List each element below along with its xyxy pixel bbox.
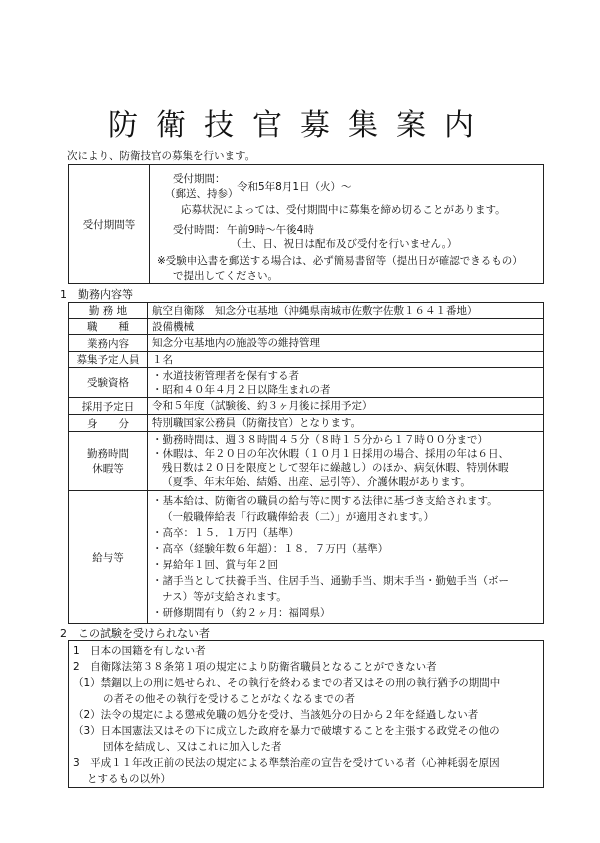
reception-table bbox=[68, 164, 544, 284]
duties-table bbox=[68, 302, 544, 624]
row-value: 設備機械 bbox=[147, 318, 544, 335]
row-label: 身 分 bbox=[68, 414, 148, 432]
section1-heading: 1 勤務内容等 bbox=[60, 288, 133, 301]
mail-note-cont: で提出してください。 bbox=[173, 270, 278, 282]
row-value: ・水道技術管理者を保有する者 ・昭和４０年４月２日以降生まれの者 bbox=[147, 367, 544, 398]
list-item: 2 自衛隊法第３８条第１項の規定により防衛省職員となることができない者 bbox=[73, 661, 437, 673]
list-item: 3 平成１１年改正前の民法の規定による準禁治産の宣告を受けている者（心神耗弱を原因 bbox=[73, 757, 500, 769]
row-value: ・勤務時間は、週３８時間４５分（８時１５分から１７時００分まで） ・休暇は、年２０日の年次休暇（１０月１日採用の場合、採用の年は６日、 残日数は２０日を限度として翌年に繰越し）のほか、病気休暇、特別休暇 （夏季、年末年始、結婚、出産、忌引等）、介護休暇があります。 bbox=[147, 431, 544, 491]
list-item: の者その他その執行を受けることがなくなるまでの者 bbox=[103, 693, 355, 705]
row-label: 受験資格 bbox=[68, 367, 148, 398]
list-item: 団体を結成し、又はこれに加入した者 bbox=[103, 741, 282, 753]
list-item: （1）禁錮以上の刑に処せられ、その執行を終わるまでの者又はその刑の執行猶予の期間中 bbox=[73, 677, 501, 689]
row-value: 航空自衛隊 知念分屯基地（沖縄県南城市佐敷字佐敷１６４１番地） bbox=[147, 302, 544, 319]
row-value: １名 bbox=[147, 351, 544, 368]
row-value: 令和５年度（試験後、約３ヶ月後に採用予定） bbox=[147, 397, 544, 415]
row-label: 募集予定人員 bbox=[68, 351, 148, 368]
list-item: （3）日本国憲法又はその下に成立した政府を暴力で破壊することを主張する政党その他の bbox=[73, 725, 500, 737]
row-label: 給与等 bbox=[68, 490, 148, 624]
time-note: （土、日、祝日は配布及び受付を行いません。） bbox=[231, 238, 458, 250]
period-value: 令和5年8月1日（火）～ bbox=[237, 181, 352, 193]
row-label: 採用予定日 bbox=[68, 397, 148, 415]
period-note: 応募状況によっては、受付期間中に募集を締め切ることがあります。 bbox=[181, 204, 506, 216]
list-item: とするもの以外） bbox=[87, 773, 171, 785]
list-item: （2）法令の規定による懲戒免職の処分を受け、当該処分の日から２年を経過しない者 bbox=[73, 709, 479, 721]
row-value: ・基本給は、防衛省の職員の給与等に関する法律に基づき支給されます。 （一般職俸給表「行政職俸給表（二）」が適用されます。） ・高卒：１５．１万円（基準） ・高卒（経験年数６年超）：１８．７万円（基準） ・昇給年１回、賞与年２回 ・諸手当として扶養手当、住居手当、通勤手当、期末手当・勤勉手当（ボー ナス）等が支給されます。 ・研修期間有り（約２ヶ月：福岡県） bbox=[147, 490, 544, 624]
mail-note: ※受験申込書を郵送する場合は、必ず簡易書留等（提出日が確認できるもの） bbox=[157, 255, 523, 267]
row-value: 特別職国家公務員（防衛技官）となります。 bbox=[147, 414, 544, 432]
list-item: 1 日本の国籍を有しない者 bbox=[73, 645, 206, 657]
period-label: 受付期間： bbox=[173, 173, 226, 185]
row-label: 勤 務 地 bbox=[68, 302, 148, 319]
row-label: 業務内容 bbox=[68, 334, 148, 352]
time-value: 午前9時～午後4時 bbox=[227, 224, 314, 236]
row-value: 知念分屯基地内の施設等の維持管理 bbox=[147, 334, 544, 352]
reception-label: 受付期間等 bbox=[68, 164, 150, 284]
page-title: 防衛技官募集案内 bbox=[108, 108, 492, 143]
intro-text: 次により、防衛技官の募集を行います。 bbox=[67, 150, 256, 162]
section2-heading: 2 この試験を受けられない者 bbox=[60, 627, 210, 640]
row-label: 職 種 bbox=[68, 318, 148, 335]
ineligible-list bbox=[68, 640, 544, 788]
period-method: （郵送、持参） bbox=[165, 188, 239, 200]
row-label: 勤務時間 休暇等 bbox=[68, 431, 148, 491]
time-label: 受付時間： bbox=[173, 224, 226, 236]
